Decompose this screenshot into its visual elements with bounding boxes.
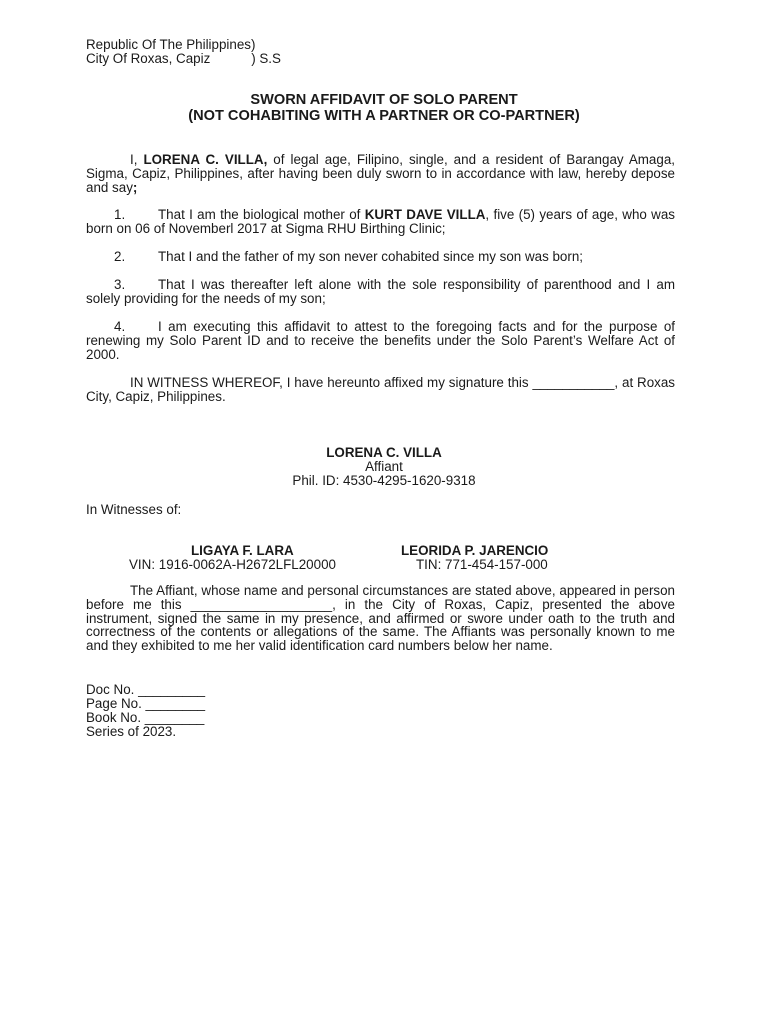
affiant-role: Affiant	[365, 459, 403, 474]
affiant-id: Phil. ID: 4530-4295-1620-9318	[292, 473, 476, 488]
witness-clause	[86, 376, 675, 404]
venue-line-republic: Republic Of The Philippines)	[86, 37, 256, 52]
intro-semicolon: ;	[132, 179, 138, 195]
affiant-name-inline: LORENA C. VILLA,	[143, 152, 268, 167]
item-4-number: 4.	[114, 319, 126, 334]
item-2	[86, 250, 675, 264]
jurat-paragraph	[86, 584, 675, 653]
witness-1-name: LIGAYA F. LARA	[191, 543, 294, 558]
witness-1-id: VIN: 1916-0062A-H2672LFL20000	[129, 557, 336, 572]
series-year: Series of 2023.	[86, 724, 177, 739]
child-name: KURT DAVE VILLA	[364, 207, 486, 222]
witness-clause-text: IN WITNESS WHEREOF, I have hereunto affixed my signature this ___________, at Roxas City, Capiz, Philippines.	[86, 375, 675, 404]
item-2-number: 2.	[114, 249, 126, 264]
doc-number: Doc No. _________	[86, 682, 206, 697]
page-number: Page No. ________	[86, 696, 206, 711]
witnesses-label: In Witnesses of:	[86, 502, 182, 517]
book-number: Book No. ________	[86, 710, 205, 725]
witness-2-id: TIN: 771-454-157-000	[416, 557, 548, 572]
venue-block	[86, 38, 386, 66]
item-1	[86, 208, 675, 236]
item-1-number: 1.	[114, 207, 126, 222]
intro-prefix: I,	[130, 152, 144, 167]
item-1-pre: That I am the biological mother of	[158, 207, 365, 222]
document-subtitle: (NOT COHABITING WITH A PARTNER OR CO-PARTNER)	[188, 108, 580, 124]
intro-paragraph	[86, 153, 675, 194]
item-1-post: , five (5) years of age, who was born on 06 of Novemberl 2017 at Sigma RHU Birthing Clinic;	[86, 207, 675, 236]
witness-2-name: LEORIDA P. JARENCIO	[401, 543, 549, 558]
item-3	[86, 278, 675, 306]
item-4-text: I am executing this affidavit to attest to the foregoing facts and for the purpose of renewing my Solo Parent ID and to receive the benefits under the Solo Parent’s Welfare Act of 2000.	[86, 319, 675, 362]
affiant-signature-name: LORENA C. VILLA	[326, 445, 442, 460]
venue-line-city: City Of Roxas, Capiz ) S.S	[86, 50, 281, 66]
item-3-number: 3.	[114, 277, 126, 292]
document-title: SWORN AFFIDAVIT OF SOLO PARENT	[250, 92, 518, 108]
item-3-text: That I was thereafter left alone with the sole responsibility of parenthood and I am solely providing for the needs of my son;	[86, 277, 675, 306]
jurat-text: The Affiant, whose name and personal circumstances are stated above, appeared in person before me this ___________________, in the City of Roxas, Capiz, presented the above instrument, signed the same in my presence, and affirmed or swore under oath to the truth and correctness of the contents or allegations of the same. The Affiants was personally known to me and they exhibited to me her valid identification card numbers below her name.	[86, 583, 675, 654]
intro-text: of legal age, Filipino, single, and a resident of Barangay Amaga, Sigma, Capiz, Philippines, after having been duly sworn to in accordance with law, hereby depose and say	[86, 152, 675, 195]
item-4	[86, 320, 675, 361]
item-2-text: That I and the father of my son never cohabited since my son was born;	[158, 249, 584, 264]
